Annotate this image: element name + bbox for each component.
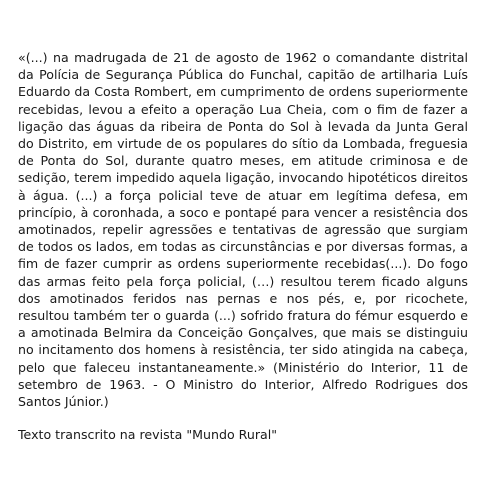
document-page — [18, 49, 468, 443]
quoted-text: «(...) na madrugada de 21 de agosto de 1962 o comandante distrital da Polícia de Segurança Pública do Funchal, capitão de artilharia Luís Eduardo da Costa Rombert, em cumprimento de ordens superiormente recebidas, levou a efeito a operação Lua Cheia, com o fim de fazer a ligação das águas da ribeira de Ponta do Sol à levada da Junta Geral do Distrito, em virtude de os populares do sítio da Lombada, freguesia de Ponta do Sol, durante quatro meses, em atitude criminosa e de sedição, terem impedido aquela ligação, invocando hipotéticos direitos à água. (...) a força policial teve de atuar em legítima defesa, em princípio, à coronhada, a soco e pontapé para vencer a resistência dos amotinados, repelir agressões e tentativas de agressão que surgiam de todos os lados, em todas as circunstâncias e por diversas formas, a fim de fazer cumprir as ordens superiormente recebidas(...). Do fogo das armas feito pela força policial, (…) resultou terem ficado alguns dos amotinados feridos nas pernas e nos pés, e, por ricochete, resultou também ter o guarda (...) sofrido fratura do fémur esquerdo e a amotinada Belmira da Conceição Gonçalves, que mais se distinguiu no incitamento dos homens à resistência, ter sido atingida na cabeça, pelo que faleceu instantaneamente.» (Ministério do Interior, 11 de setembro de 1963. - O Ministro do Interior, Alfredo Rodrigues dos Santos Júnior.) — [18, 50, 468, 410]
source-note: Texto transcrito na revista "Mundo Rural" — [18, 427, 278, 443]
